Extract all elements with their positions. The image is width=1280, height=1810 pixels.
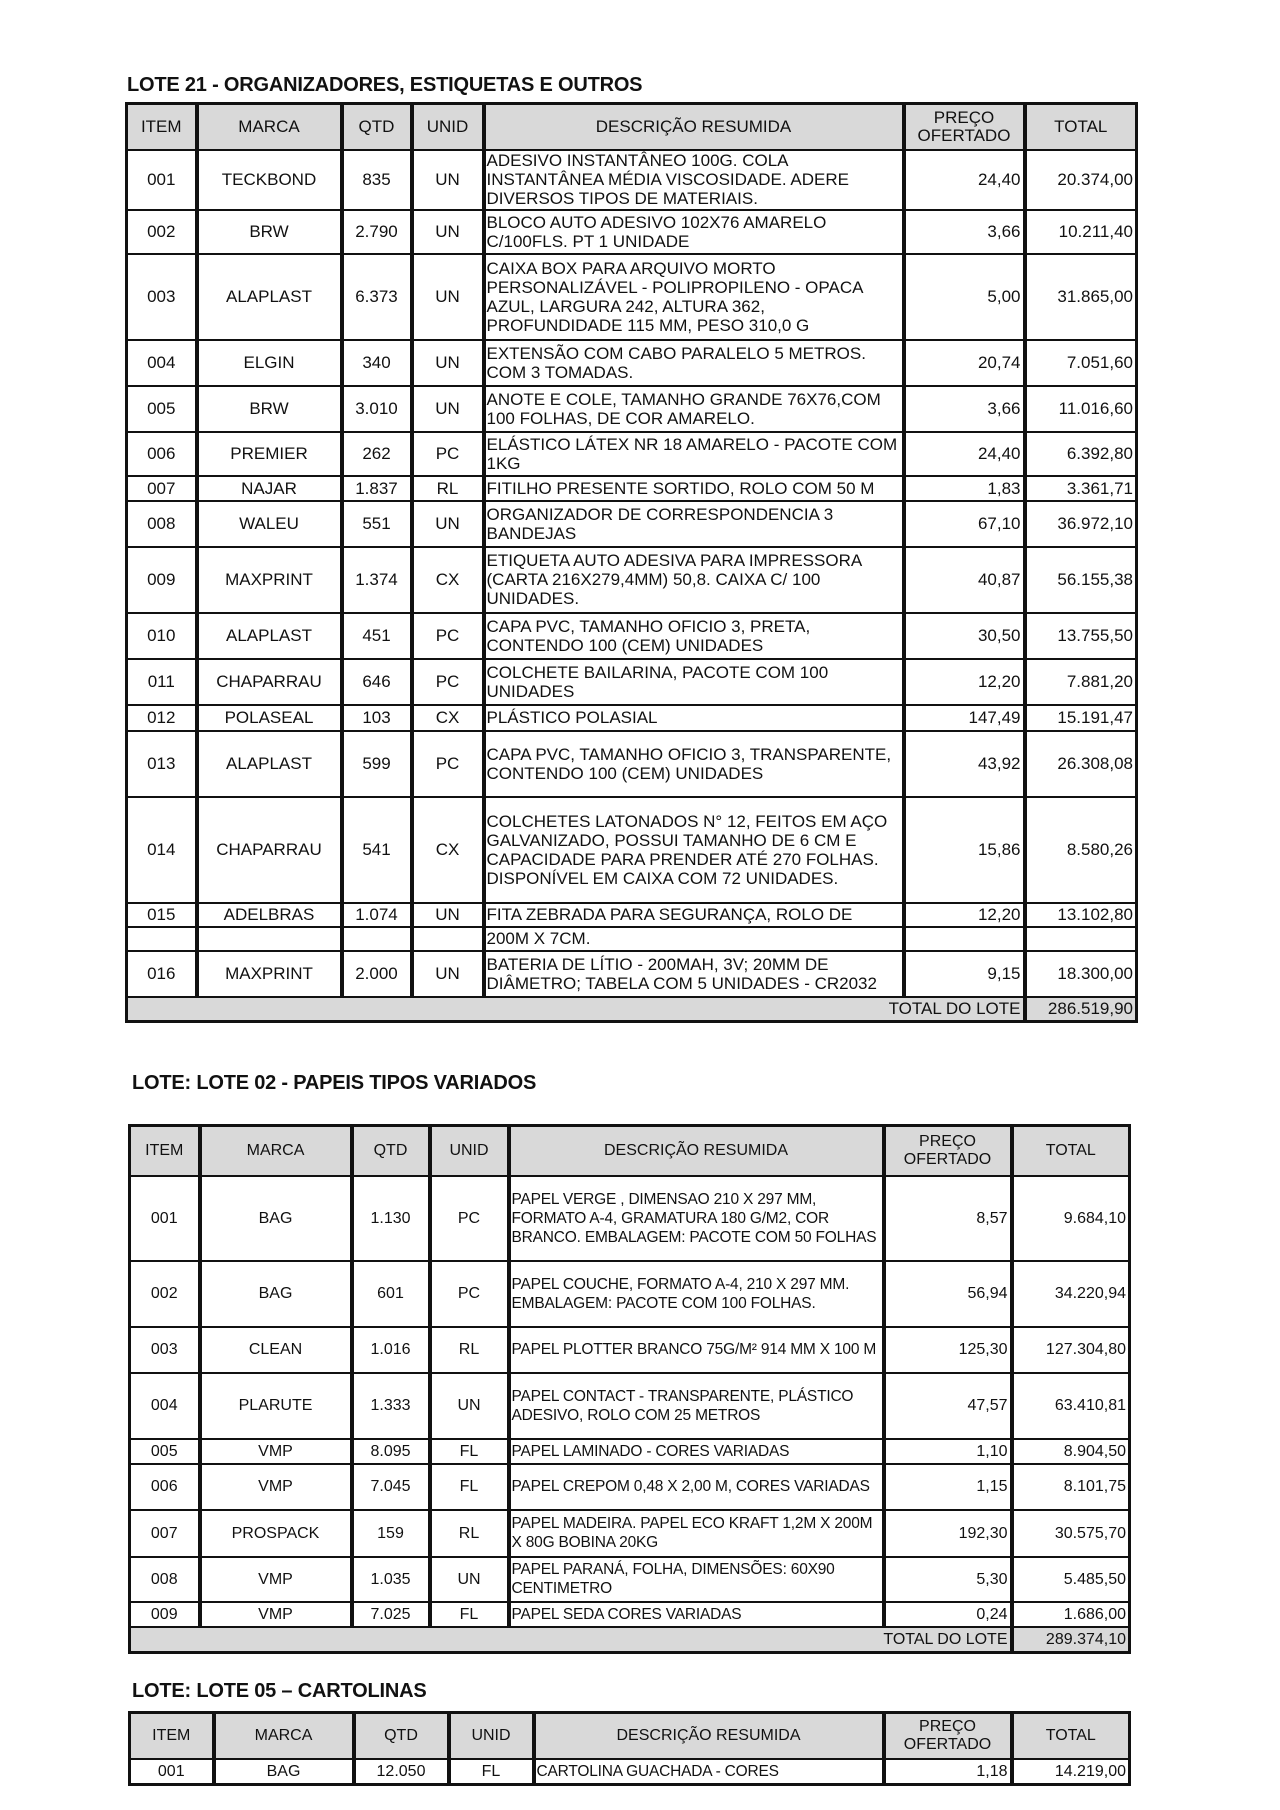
table-row xyxy=(127,432,1137,476)
cell-preco: 9,15 xyxy=(904,951,1025,997)
table-row xyxy=(130,1602,1130,1627)
cell-descricao: PLÁSTICO POLASIAL xyxy=(484,705,904,731)
cell-total: 6.392,80 xyxy=(1025,432,1137,476)
cell-preco: 56,94 xyxy=(884,1261,1012,1327)
cell-total: 1.686,00 xyxy=(1012,1602,1130,1627)
cell-marca: VMP xyxy=(200,1464,352,1510)
col-header-qtd: QTD xyxy=(342,104,412,150)
table-row xyxy=(127,613,1137,659)
cell-unid: CX xyxy=(412,705,484,731)
cell-descricao: FITA ZEBRADA PARA SEGURANÇA, ROLO DE xyxy=(484,903,904,927)
cell-unid: UN xyxy=(412,903,484,927)
cell-total: 9.684,10 xyxy=(1012,1176,1130,1261)
table-row xyxy=(127,501,1137,547)
cell-item: 005 xyxy=(130,1439,200,1464)
cell-qtd xyxy=(342,927,412,951)
cell-total: 56.155,38 xyxy=(1025,547,1137,613)
cell-item: 007 xyxy=(127,476,197,501)
col-header-qtd: QTD xyxy=(354,1713,449,1759)
cell-total: 26.308,08 xyxy=(1025,731,1137,797)
cell-total: 8.580,26 xyxy=(1025,797,1137,903)
lote-total-label: TOTAL DO LOTE xyxy=(127,997,1025,1022)
cell-unid: PC xyxy=(412,731,484,797)
table-row xyxy=(127,254,1137,340)
cell-descricao: CAPA PVC, TAMANHO OFICIO 3, TRANSPARENTE, CONTENDO 100 (CEM) UNIDADES xyxy=(484,731,904,797)
cell-unid: UN xyxy=(412,386,484,432)
cell-marca: VMP xyxy=(200,1602,352,1627)
cell-qtd: 3.010 xyxy=(342,386,412,432)
table-row xyxy=(130,1176,1130,1261)
cell-preco: 40,87 xyxy=(904,547,1025,613)
table-row xyxy=(130,1557,1130,1602)
table-row xyxy=(127,386,1137,432)
cell-marca: PLARUTE xyxy=(200,1373,352,1439)
cell-preco: 30,50 xyxy=(904,613,1025,659)
cell-item: 001 xyxy=(130,1176,200,1261)
cell-item: 005 xyxy=(127,386,197,432)
cell-qtd: 599 xyxy=(342,731,412,797)
col-header-unid: UNID xyxy=(430,1126,509,1176)
cell-item: 006 xyxy=(130,1464,200,1510)
table-header-row xyxy=(130,1713,1130,1759)
cell-preco: 43,92 xyxy=(904,731,1025,797)
cell-item: 008 xyxy=(130,1557,200,1602)
cell-unid: PC xyxy=(412,613,484,659)
cell-item: 010 xyxy=(127,613,197,659)
cell-marca: ELGIN xyxy=(197,340,342,386)
cell-item: 013 xyxy=(127,731,197,797)
cell-total: 34.220,94 xyxy=(1012,1261,1130,1327)
col-header-marca: MARCA xyxy=(200,1126,352,1176)
cell-marca: BAG xyxy=(200,1176,352,1261)
cell-qtd: 451 xyxy=(342,613,412,659)
cell-qtd: 1.130 xyxy=(352,1176,430,1261)
cell-descricao: CARTOLINA GUACHADA - CORES xyxy=(534,1759,884,1785)
col-header-preco-line1: PREÇO xyxy=(933,107,995,127)
table-row xyxy=(130,1759,1130,1785)
cell-marca: VMP xyxy=(200,1439,352,1464)
cell-item: 015 xyxy=(127,903,197,927)
cell-qtd: 8.095 xyxy=(352,1439,430,1464)
cell-total: 30.575,70 xyxy=(1012,1510,1130,1557)
cell-marca: CHAPARRAU xyxy=(197,797,342,903)
cell-unid: CX xyxy=(412,547,484,613)
cell-qtd: 12.050 xyxy=(354,1759,449,1785)
cell-descricao: ADESIVO INSTANTÂNEO 100G. COLA INSTANTÂNEA MÉDIA VISCOSIDADE. ADERE DIVERSOS TIPOS DE MATERIAIS. xyxy=(484,150,904,210)
lote-total-row xyxy=(130,1627,1130,1653)
table-row xyxy=(127,903,1137,927)
cell-marca: WALEU xyxy=(197,501,342,547)
lote-total-row xyxy=(127,997,1137,1022)
cell-qtd: 1.074 xyxy=(342,903,412,927)
cell-descricao: ETIQUETA AUTO ADESIVA PARA IMPRESSORA (CARTA 216X279,4MM) 50,8. CAIXA C/ 100 UNIDADES. xyxy=(484,547,904,613)
cell-unid: UN xyxy=(412,340,484,386)
cell-marca: MAXPRINT xyxy=(197,951,342,997)
cell-descricao: COLCHETES LATONADOS N° 12, FEITOS EM AÇO GALVANIZADO, POSSUI TAMANHO DE 6 CM E CAPACIDADE PARA PRENDER ATÉ 270 FOLHAS. DISPONÍVEL EM CAIXA COM 72 UNIDADES. xyxy=(484,797,904,903)
cell-preco: 192,30 xyxy=(884,1510,1012,1557)
lote-total-label: TOTAL DO LOTE xyxy=(130,1627,1012,1653)
col-header-total: TOTAL xyxy=(1025,104,1137,150)
cell-unid: UN xyxy=(430,1557,509,1602)
cell-preco: 24,40 xyxy=(904,150,1025,210)
cell-total: 15.191,47 xyxy=(1025,705,1137,731)
cell-descricao: PAPEL PARANÁ, FOLHA, DIMENSÕES: 60X90 CENTIMETRO xyxy=(509,1557,884,1602)
cell-descricao: PAPEL MADEIRA. PAPEL ECO KRAFT 1,2M X 200M X 80G BOBINA 20KG xyxy=(509,1510,884,1557)
col-header-preco xyxy=(884,1713,1012,1759)
cell-item: 006 xyxy=(127,432,197,476)
cell-qtd: 1.374 xyxy=(342,547,412,613)
col-header-unid: UNID xyxy=(449,1713,534,1759)
cell-unid: UN xyxy=(412,501,484,547)
cell-preco: 1,10 xyxy=(884,1439,1012,1464)
col-header-preco-line2: OFERTADO xyxy=(917,125,1011,145)
table-row xyxy=(127,731,1137,797)
col-header-preco-line1: PREÇO xyxy=(919,1132,976,1150)
cell-marca: MAXPRINT xyxy=(197,547,342,613)
cell-marca: ALAPLAST xyxy=(197,254,342,340)
cell-qtd: 2.000 xyxy=(342,951,412,997)
cell-total: 13.755,50 xyxy=(1025,613,1137,659)
cell-item: 014 xyxy=(127,797,197,903)
cell-descricao: COLCHETE BAILARINA, PACOTE COM 100 UNIDADES xyxy=(484,659,904,705)
cell-total: 13.102,80 xyxy=(1025,903,1137,927)
cell-total: 20.374,00 xyxy=(1025,150,1137,210)
table-row xyxy=(130,1327,1130,1373)
cell-marca: ADELBRAS xyxy=(197,903,342,927)
cell-unid: PC xyxy=(412,659,484,705)
cell-unid: RL xyxy=(412,476,484,501)
col-header-preco-line2: OFERTADO xyxy=(903,1735,992,1753)
lote-05-table xyxy=(128,1711,1131,1786)
cell-preco: 5,00 xyxy=(904,254,1025,340)
cell-descricao: ANOTE E COLE, TAMANHO GRANDE 76X76,COM 100 FOLHAS, DE COR AMARELO. xyxy=(484,386,904,432)
col-header-item: ITEM xyxy=(130,1713,214,1759)
col-header-total: TOTAL xyxy=(1012,1126,1130,1176)
cell-descricao: PAPEL VERGE , DIMENSAO 210 X 297 MM, FORMATO A-4, GRAMATURA 180 G/M2, COR BRANCO. EMBALAGEM: PACOTE COM 50 FOLHAS xyxy=(509,1176,884,1261)
cell-qtd: 646 xyxy=(342,659,412,705)
cell-unid: UN xyxy=(430,1373,509,1439)
cell-item: 002 xyxy=(130,1261,200,1327)
cell-qtd: 2.790 xyxy=(342,210,412,254)
cell-descricao: BATERIA DE LÍTIO - 200MAH, 3V; 20MM DE DIÂMETRO; TABELA COM 5 UNIDADES - CR2032 xyxy=(484,951,904,997)
cell-preco: 1,18 xyxy=(884,1759,1012,1785)
col-header-item: ITEM xyxy=(127,104,197,150)
cell-unid: RL xyxy=(430,1510,509,1557)
cell-descricao: PAPEL LAMINADO - CORES VARIADAS xyxy=(509,1439,884,1464)
cell-preco: 20,74 xyxy=(904,340,1025,386)
cell-preco: 15,86 xyxy=(904,797,1025,903)
cell-descricao: ELÁSTICO LÁTEX NR 18 AMARELO - PACOTE COM 1KG xyxy=(484,432,904,476)
cell-item: 004 xyxy=(130,1373,200,1439)
table-row xyxy=(130,1373,1130,1439)
cell-unid: RL xyxy=(430,1327,509,1373)
cell-total: 127.304,80 xyxy=(1012,1327,1130,1373)
table-header-row xyxy=(127,104,1137,150)
cell-descricao: PAPEL CONTACT - TRANSPARENTE, PLÁSTICO ADESIVO, ROLO COM 25 METROS xyxy=(509,1373,884,1439)
cell-qtd: 262 xyxy=(342,432,412,476)
cell-preco: 67,10 xyxy=(904,501,1025,547)
cell-item xyxy=(127,927,197,951)
cell-preco: 47,57 xyxy=(884,1373,1012,1439)
table-row xyxy=(127,659,1137,705)
cell-preco: 1,83 xyxy=(904,476,1025,501)
cell-qtd: 7.045 xyxy=(352,1464,430,1510)
cell-marca: CHAPARRAU xyxy=(197,659,342,705)
table-row xyxy=(130,1439,1130,1464)
col-header-descricao: DESCRIÇÃO RESUMIDA xyxy=(484,104,904,150)
table-row xyxy=(127,547,1137,613)
cell-marca: PREMIER xyxy=(197,432,342,476)
cell-unid: UN xyxy=(412,150,484,210)
cell-total: 63.410,81 xyxy=(1012,1373,1130,1439)
cell-total: 3.361,71 xyxy=(1025,476,1137,501)
cell-unid: UN xyxy=(412,254,484,340)
cell-unid: PC xyxy=(430,1176,509,1261)
cell-marca xyxy=(197,927,342,951)
cell-unid: PC xyxy=(430,1261,509,1327)
cell-descricao: 200M X 7CM. xyxy=(484,927,904,951)
col-header-descricao: DESCRIÇÃO RESUMIDA xyxy=(534,1713,884,1759)
cell-item: 009 xyxy=(127,547,197,613)
cell-descricao: BLOCO AUTO ADESIVO 102X76 AMARELO C/100FLS. PT 1 UNIDADE xyxy=(484,210,904,254)
cell-preco: 3,66 xyxy=(904,386,1025,432)
cell-total: 7.051,60 xyxy=(1025,340,1137,386)
cell-item: 012 xyxy=(127,705,197,731)
cell-total: 10.211,40 xyxy=(1025,210,1137,254)
cell-preco: 125,30 xyxy=(884,1327,1012,1373)
cell-qtd: 340 xyxy=(342,340,412,386)
table-row xyxy=(130,1510,1130,1557)
cell-qtd: 159 xyxy=(352,1510,430,1557)
cell-total: 7.881,20 xyxy=(1025,659,1137,705)
col-header-item: ITEM xyxy=(130,1126,200,1176)
cell-descricao: FITILHO PRESENTE SORTIDO, ROLO COM 50 M xyxy=(484,476,904,501)
lote-21-title: LOTE 21 - ORGANIZADORES, ESTIQUETAS E OUTROS xyxy=(127,74,643,96)
cell-unid: UN xyxy=(412,210,484,254)
cell-qtd: 541 xyxy=(342,797,412,903)
cell-qtd: 1.016 xyxy=(352,1327,430,1373)
table-row xyxy=(127,705,1137,731)
cell-total: 14.219,00 xyxy=(1012,1759,1130,1785)
table-row xyxy=(127,951,1137,997)
cell-descricao: PAPEL PLOTTER BRANCO 75G/M² 914 MM X 100 M xyxy=(509,1327,884,1373)
lote-total-value: 286.519,90 xyxy=(1025,997,1137,1022)
cell-preco: 3,66 xyxy=(904,210,1025,254)
cell-marca: VMP xyxy=(200,1557,352,1602)
cell-total: 11.016,60 xyxy=(1025,386,1137,432)
cell-descricao: PAPEL CREPOM 0,48 X 2,00 M, CORES VARIADAS xyxy=(509,1464,884,1510)
cell-preco: 12,20 xyxy=(904,903,1025,927)
cell-qtd: 601 xyxy=(352,1261,430,1327)
cell-qtd: 103 xyxy=(342,705,412,731)
col-header-descricao: DESCRIÇÃO RESUMIDA xyxy=(509,1126,884,1176)
cell-qtd: 6.373 xyxy=(342,254,412,340)
col-header-qtd: QTD xyxy=(352,1126,430,1176)
table-row xyxy=(130,1464,1130,1510)
cell-item: 009 xyxy=(130,1602,200,1627)
cell-preco: 12,20 xyxy=(904,659,1025,705)
cell-item: 008 xyxy=(127,501,197,547)
cell-qtd: 1.837 xyxy=(342,476,412,501)
cell-marca: CLEAN xyxy=(200,1327,352,1373)
cell-qtd: 551 xyxy=(342,501,412,547)
cell-qtd: 1.035 xyxy=(352,1557,430,1602)
cell-item: 003 xyxy=(130,1327,200,1373)
lote-05-title: LOTE: LOTE 05 – CARTOLINAS xyxy=(132,1680,427,1702)
cell-preco xyxy=(904,927,1025,951)
table-row xyxy=(127,210,1137,254)
lote-02-title: LOTE: LOTE 02 - PAPEIS TIPOS VARIADOS xyxy=(132,1072,537,1094)
cell-preco: 1,15 xyxy=(884,1464,1012,1510)
lote-02-table xyxy=(128,1124,1131,1654)
cell-item: 001 xyxy=(127,150,197,210)
cell-total: 8.101,75 xyxy=(1012,1464,1130,1510)
cell-marca: ALAPLAST xyxy=(197,731,342,797)
cell-total: 36.972,10 xyxy=(1025,501,1137,547)
cell-descricao: CAPA PVC, TAMANHO OFICIO 3, PRETA, CONTENDO 100 (CEM) UNIDADES xyxy=(484,613,904,659)
cell-preco: 147,49 xyxy=(904,705,1025,731)
cell-marca: PROSPACK xyxy=(200,1510,352,1557)
cell-total: 8.904,50 xyxy=(1012,1439,1130,1464)
cell-preco: 8,57 xyxy=(884,1176,1012,1261)
cell-marca: ALAPLAST xyxy=(197,613,342,659)
cell-qtd: 7.025 xyxy=(352,1602,430,1627)
table-header-row xyxy=(130,1126,1130,1176)
lote-total-value: 289.374,10 xyxy=(1012,1627,1130,1653)
table-row xyxy=(127,150,1137,210)
cell-unid: FL xyxy=(430,1464,509,1510)
cell-descricao: EXTENSÃO COM CABO PARALELO 5 METROS. COM 3 TOMADAS. xyxy=(484,340,904,386)
cell-unid: FL xyxy=(430,1602,509,1627)
cell-item: 004 xyxy=(127,340,197,386)
cell-preco: 24,40 xyxy=(904,432,1025,476)
col-header-preco-line1: PREÇO xyxy=(919,1717,976,1735)
table-row xyxy=(127,340,1137,386)
cell-total: 5.485,50 xyxy=(1012,1557,1130,1602)
col-header-preco xyxy=(904,104,1025,150)
cell-item: 002 xyxy=(127,210,197,254)
cell-marca: NAJAR xyxy=(197,476,342,501)
table-row-continuation xyxy=(127,927,1137,951)
cell-preco: 5,30 xyxy=(884,1557,1012,1602)
cell-item: 016 xyxy=(127,951,197,997)
cell-total: 18.300,00 xyxy=(1025,951,1137,997)
lote-21-table xyxy=(125,102,1138,1023)
cell-marca: BAG xyxy=(200,1261,352,1327)
cell-marca: POLASEAL xyxy=(197,705,342,731)
cell-descricao: ORGANIZADOR DE CORRESPONDENCIA 3 BANDEJAS xyxy=(484,501,904,547)
table-row xyxy=(127,797,1137,903)
cell-unid xyxy=(412,927,484,951)
cell-qtd: 835 xyxy=(342,150,412,210)
col-header-marca: MARCA xyxy=(197,104,342,150)
cell-item: 001 xyxy=(130,1759,214,1785)
cell-marca: TECKBOND xyxy=(197,150,342,210)
cell-descricao: CAIXA BOX PARA ARQUIVO MORTO PERSONALIZÁVEL - POLIPROPILENO - OPACA AZUL, LARGURA 242, ALTURA 362, PROFUNDIDADE 115 MM, PESO 310,0 G xyxy=(484,254,904,340)
cell-item: 003 xyxy=(127,254,197,340)
cell-descricao: PAPEL SEDA CORES VARIADAS xyxy=(509,1602,884,1627)
cell-marca: BAG xyxy=(214,1759,354,1785)
cell-descricao: PAPEL COUCHE, FORMATO A-4, 210 X 297 MM. EMBALAGEM: PACOTE COM 100 FOLHAS. xyxy=(509,1261,884,1327)
cell-marca: BRW xyxy=(197,386,342,432)
col-header-total: TOTAL xyxy=(1012,1713,1130,1759)
cell-total: 31.865,00 xyxy=(1025,254,1137,340)
col-header-marca: MARCA xyxy=(214,1713,354,1759)
cell-marca: BRW xyxy=(197,210,342,254)
col-header-preco-line2: OFERTADO xyxy=(903,1150,992,1168)
table-row xyxy=(127,476,1137,501)
cell-item: 011 xyxy=(127,659,197,705)
cell-unid: PC xyxy=(412,432,484,476)
cell-unid: CX xyxy=(412,797,484,903)
cell-unid: FL xyxy=(430,1439,509,1464)
col-header-unid: UNID xyxy=(412,104,484,150)
cell-total xyxy=(1025,927,1137,951)
cell-qtd: 1.333 xyxy=(352,1373,430,1439)
cell-item: 007 xyxy=(130,1510,200,1557)
table-row xyxy=(130,1261,1130,1327)
col-header-preco xyxy=(884,1126,1012,1176)
cell-preco: 0,24 xyxy=(884,1602,1012,1627)
cell-unid: FL xyxy=(449,1759,534,1785)
cell-unid: UN xyxy=(412,951,484,997)
